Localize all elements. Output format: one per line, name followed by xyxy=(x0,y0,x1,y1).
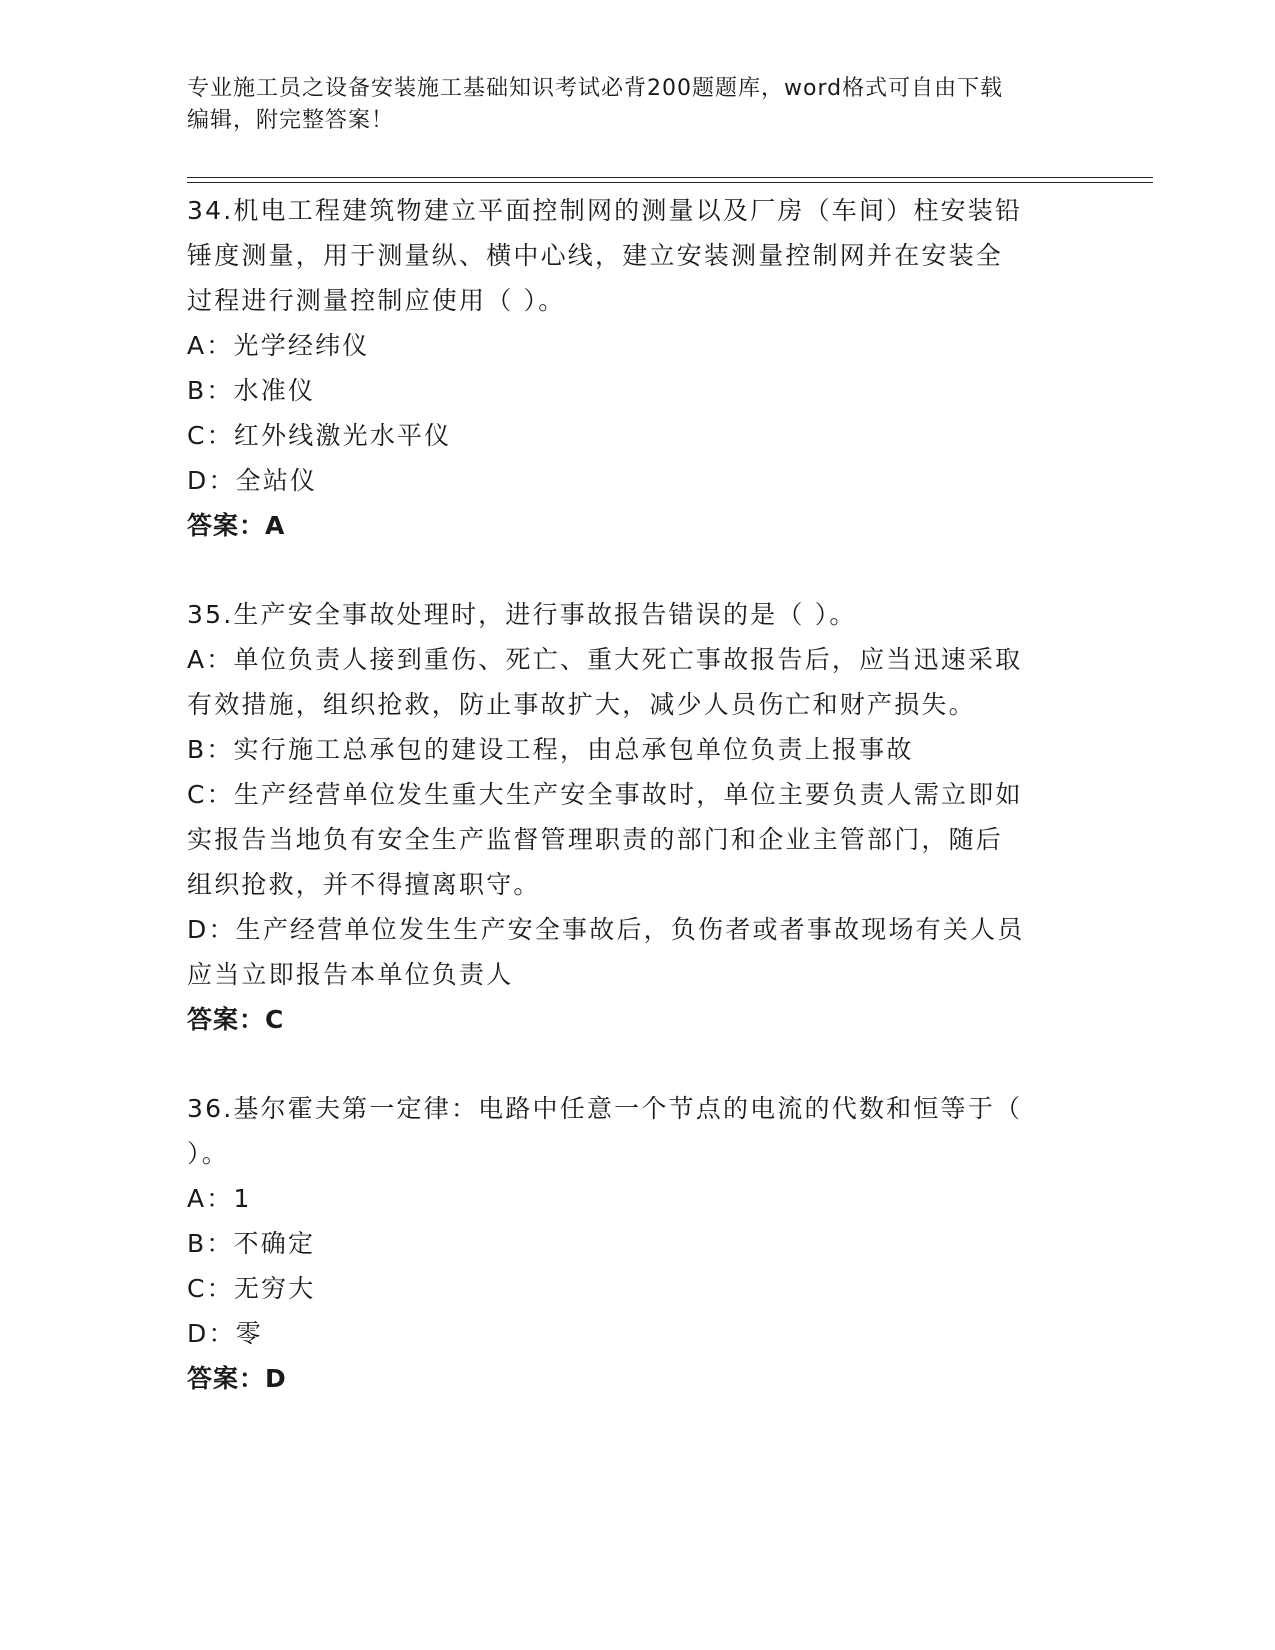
question-34 xyxy=(187,188,1087,548)
question-36 xyxy=(187,1086,1087,1401)
answer-label: 答案：C xyxy=(187,1005,285,1034)
question-text-line: 34.机电工程建筑物建立平面控制网的测量以及厂房（车间）柱安装铅 xyxy=(187,196,1023,225)
option-b: B：水准仪 xyxy=(187,376,316,405)
option-d: D：零 xyxy=(187,1319,263,1348)
option-c: C：生产经营单位发生重大生产安全事故时，单位主要负责人需立即如 xyxy=(187,780,1023,809)
question-text-line: 35.生产安全事故处理时，进行事故报告错误的是（ ）。 xyxy=(187,600,857,629)
option-d-continued: 应当立即报告本单位负责人 xyxy=(187,960,514,989)
option-d: D：全站仪 xyxy=(187,466,318,495)
header-title-line2: 编辑，附完整答案！ xyxy=(187,108,395,133)
option-c: C：红外线激光水平仪 xyxy=(187,421,452,450)
answer-label: 答案：A xyxy=(187,511,286,540)
option-a: A：1 xyxy=(187,1184,252,1213)
option-b: B：不确定 xyxy=(187,1229,316,1258)
option-c-continued: 组织抢救，并不得擅离职守。 xyxy=(187,870,541,899)
option-a-continued: 有效措施，组织抢救，防止事故扩大，减少人员伤亡和财产损失。 xyxy=(187,690,976,719)
header-divider-top xyxy=(187,177,1153,178)
question-list xyxy=(187,188,1087,1445)
question-text-line: 过程进行测量控制应使用（ ）。 xyxy=(187,286,566,315)
option-a: A：光学经纬仪 xyxy=(187,331,370,360)
question-text-line: 锤度测量，用于测量纵、横中心线，建立安装测量控制网并在安装全 xyxy=(187,241,1004,270)
option-b: B：实行施工总承包的建设工程，由总承包单位负责上报事故 xyxy=(187,735,914,764)
answer-label: 答案：D xyxy=(187,1364,287,1393)
document-header xyxy=(187,73,1067,137)
header-divider-bottom xyxy=(187,182,1153,183)
question-text-line: 36.基尔霍夫第一定律：电路中任意一个节点的电流的代数和恒等于（ xyxy=(187,1094,1023,1123)
question-text-line: ）。 xyxy=(187,1139,229,1168)
question-35 xyxy=(187,592,1087,1042)
option-d: D：生产经营单位发生生产安全事故后，负伤者或者事故现场有关人员 xyxy=(187,915,1025,944)
option-c: C：无穷大 xyxy=(187,1274,316,1303)
option-a: A：单位负责人接到重伤、死亡、重大死亡事故报告后，应当迅速采取 xyxy=(187,645,1023,674)
option-c-continued: 实报告当地负有安全生产监督管理职责的部门和企业主管部门，随后 xyxy=(187,825,1004,854)
header-title-line1: 专业施工员之设备安装施工基础知识考试必背200题题库，word格式可自由下载 xyxy=(187,76,1004,101)
